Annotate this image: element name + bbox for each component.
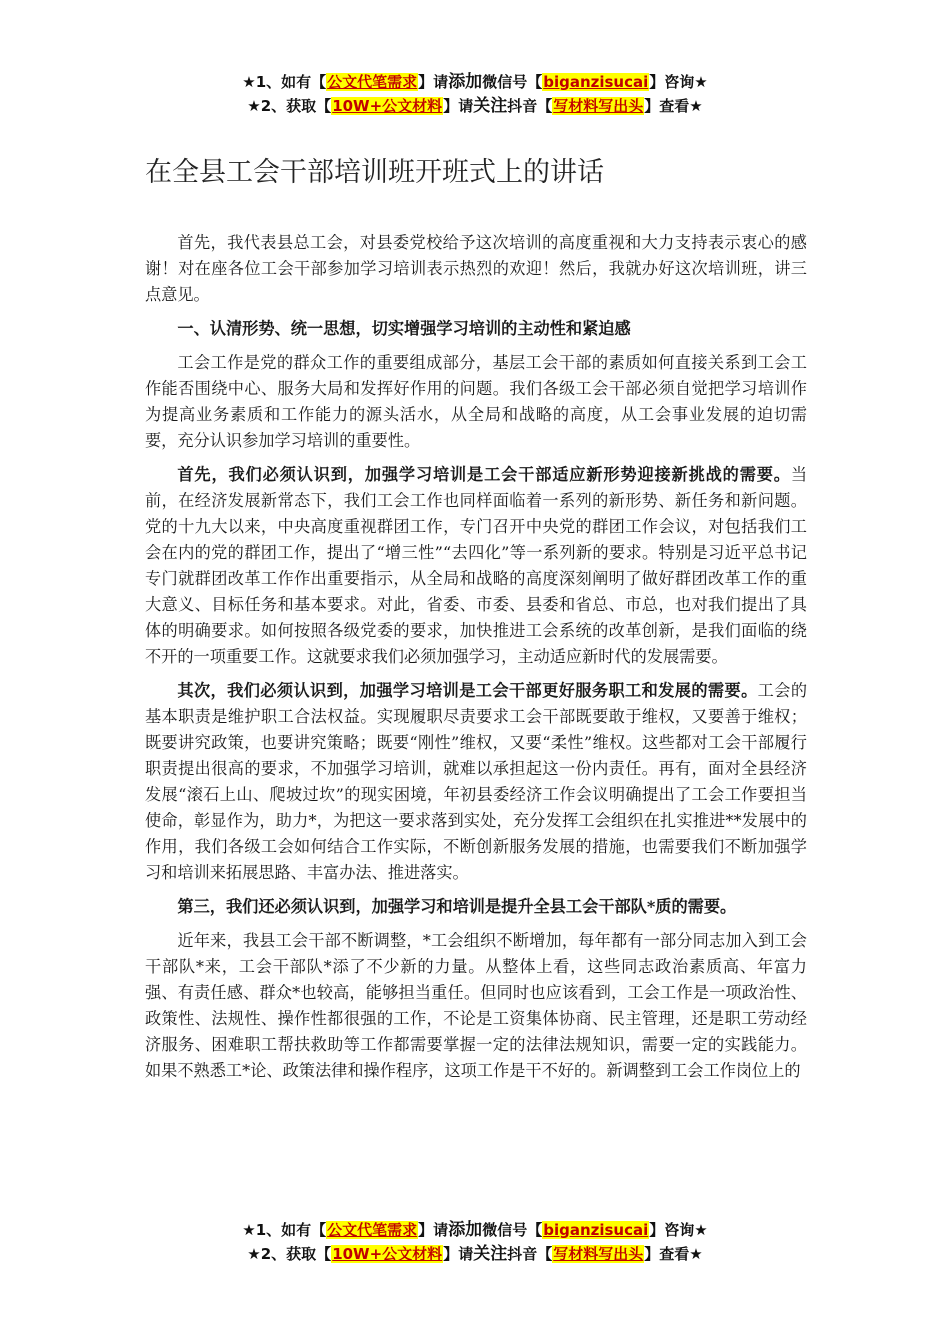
banner-line-1	[0, 1218, 950, 1242]
banner-text: 】请	[418, 73, 449, 91]
banner-emphasis: 关注	[473, 1244, 508, 1264]
section-heading-1: 一、认清形势、统一思想，切实增强学习培训的主动性和紧迫感	[177, 319, 631, 338]
highlight-douyin: 写材料写出头	[553, 1245, 644, 1263]
banner-text: 】咨询★	[649, 1221, 708, 1239]
highlight-materials: 10W+公文材料	[332, 1245, 443, 1263]
paragraph-3	[145, 462, 807, 670]
highlight-wechat-id: biganzisucai	[543, 1221, 649, 1239]
paragraph-intro: 首先，我代表县总工会，对县委党校给予这次培训的高度重视和大力支持表示衷心的感谢！对在座各位工会干部参加学习培训表示热烈的欢迎！然后，我就办好这次培训班，讲三点意见。	[145, 233, 807, 304]
highlight-service: 公文代笔需求	[327, 1221, 418, 1239]
banner-text: 】请	[443, 97, 474, 115]
document-title: 在全县工会干部培训班开班式上的讲话	[145, 157, 604, 188]
paragraph-4-lead: 其次，我们必须认识到，加强学习培训是工会干部更好服务职工和发展的需要。	[177, 681, 758, 700]
banner-line-1	[0, 70, 950, 94]
banner-text: 】查看★	[644, 97, 703, 115]
banner-emphasis: 添加	[448, 1220, 483, 1240]
paragraph-5: 近年来，我县工会干部不断调整，*工会组织不断增加，每年都有一部分同志加入到工会干部队*来，工会干部队*添了不少新的力量。从整体上看，这些同志政治素质高、年富力强、有责任感、群众*也较高，能够担当重任。但同时也应该看到，工会工作是一项政治性、政策性、法规性、操作性都很强的工作，不论是工资集体协商、民主管理，还是职工劳动经济服务、困难职工帮扶救助等工作都需要掌握一定的法律法规知识，需要一定的实践能力。如果不熟悉工*论、政策法律和操作程序，这项工作是干不好的。新调整到工会工作岗位上的	[145, 931, 807, 1080]
banner-text: 微信号【	[482, 1221, 543, 1239]
highlight-wechat-id: biganzisucai	[543, 73, 649, 91]
top-banner	[0, 70, 950, 118]
banner-text: 抖音【	[507, 97, 553, 115]
section-heading-2: 第三，我们还必须认识到，加强学习和培训是提升全县工会干部队*质的需要。	[177, 897, 737, 916]
paragraph-3-text: 当前，在经济发展新常态下，我们工会工作也同样面临着一系列的新形势、新任务和新问题。党的十九大以来，中央高度重视群团工作，专门召开中央党的群团工作会议，对包括我们工会在内的党的群团工作，提出了“增三性”“去四化”等一系列新的要求。特别是习近平总书记专门就群团改革工作作出重要指示，从全局和战略的高度深刻阐明了做好群团改革工作的重大意义、目标任务和基本要求。对此，省委、市委、县委和省总、市总，也对我们提出了具体的明确要求。如何按照各级党委的要求，加快推进工会系统的改革创新，是我们面临的绕不开的一项重要工作。这就要求我们必须加强学习，主动适应新时代的发展需要。	[145, 465, 807, 666]
banner-text: ★1、如有【	[242, 73, 327, 91]
banner-text: 】请	[418, 1221, 449, 1239]
banner-emphasis: 添加	[448, 72, 483, 92]
banner-text: ★2、获取【	[247, 97, 332, 115]
bottom-banner	[0, 1218, 950, 1266]
banner-text: 】请	[443, 1245, 474, 1263]
paragraph-4-text: 工会的基本职责是维护职工合法权益。实现履职尽责要求工会干部既要敢于维权，又要善于维权；既要讲究政策，也要讲究策略；既要“刚性”维权，又要“柔性”维权。这些都对工会干部履行职责提出很高的要求，不加强学习培训，就难以承担起这一份内责任。再有，面对全县经济发展“滚石上山、爬坡过坎”的现实困境，年初县委经济工作会议明确提出了工会工作要担当使命，彰显作为，助力*，为把这一要求落到实处，充分发挥工会组织在扎实推进**发展中的作用，我们各级工会如何结合工作实际，不断创新服务发展的措施，也需要我们不断加强学习和培训来拓展思路、丰富办法、推进落实。	[145, 681, 808, 882]
banner-text: 】咨询★	[649, 73, 708, 91]
banner-text: 】查看★	[644, 1245, 703, 1263]
banner-line-2	[0, 1242, 950, 1266]
highlight-materials: 10W+公文材料	[332, 97, 443, 115]
paragraph-4	[145, 678, 807, 886]
banner-emphasis: 关注	[473, 96, 508, 116]
highlight-service: 公文代笔需求	[327, 73, 418, 91]
paragraph-2: 工会工作是党的群众工作的重要组成部分，基层工会干部的素质如何直接关系到工会工作能否围绕中心、服务大局和发挥好作用的问题。我们各级工会干部必须自觉把学习培训作为提高业务素质和工作能力的源头活水，从全局和战略的高度，从工会事业发展的迫切需要，充分认识参加学习培训的重要性。	[145, 353, 807, 450]
banner-text: ★2、获取【	[247, 1245, 332, 1263]
banner-text: 微信号【	[482, 73, 543, 91]
banner-line-2	[0, 94, 950, 118]
document-body	[145, 230, 807, 1092]
banner-text: 抖音【	[507, 1245, 553, 1263]
banner-text: ★1、如有【	[242, 1221, 327, 1239]
paragraph-3-lead: 首先，我们必须认识到，加强学习培训是工会干部适应新形势迎接新挑战的需要。	[177, 465, 791, 484]
highlight-douyin: 写材料写出头	[553, 97, 644, 115]
